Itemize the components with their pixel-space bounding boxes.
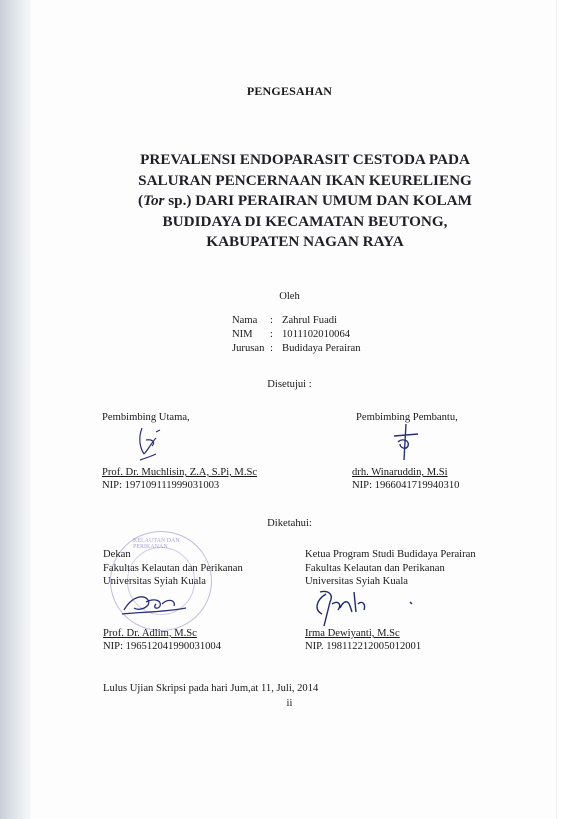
title-line-4: BUDIDAYA DI KECAMATAN BEUTONG, <box>162 212 448 230</box>
title-line-3 <box>80 191 530 212</box>
program-head-faculty: Fakultas Kelautan dan Perikanan <box>305 563 445 574</box>
author-value: Zahrul Fuadi <box>282 315 338 326</box>
dean-nip: NIP: 196512041990031004 <box>103 641 222 652</box>
title-line-3-rest: sp.) DARI PERAIRAN UMUM DAN KOLAM <box>164 192 472 209</box>
author-colon: : <box>270 329 273 340</box>
disetujui-label: Disetujui : <box>267 379 312 390</box>
title-line-1: PREVALENSI ENDOPARASIT CESTODA PADA <box>140 151 470 168</box>
dean-role: Dekan <box>103 549 131 560</box>
page-heading: PENGESAHAN <box>246 84 333 98</box>
title-species-italic: Tor <box>143 192 165 209</box>
assistant-supervisor-nip: NIP: 196604171994031​0 <box>352 480 460 491</box>
program-head-university: Universitas Syiah Kuala <box>305 576 408 587</box>
author-colon: : <box>270 343 273 354</box>
title-line-5: KABUPATEN NAGAN RAYA <box>206 233 404 250</box>
main-supervisor-role: Pembimbing Utama, <box>102 412 190 423</box>
author-label: Jurusan <box>232 343 265 354</box>
assistant-supervisor-role: Pembimbing Pembantu, <box>356 412 458 423</box>
faculty-stamp-text: KELAUTAN DAN PERIKANAN <box>133 538 180 550</box>
title-line-2: SALURAN PENCERNAAN IKAN KEURELIENG <box>138 171 472 189</box>
author-colon: : <box>270 315 273 326</box>
author-label: NIM <box>232 329 253 340</box>
title-paren: ( <box>138 192 144 209</box>
program-head-name: Irma Dewiyanti, M.Sc <box>305 628 400 639</box>
dean-name: Prof. Dr. Adlim, M.Sc <box>103 628 197 639</box>
dean-university: Universitas Syiah Kuala <box>103 576 206 587</box>
main-supervisor-nip: NIP: 197109111999031003 <box>102 480 220 491</box>
assistant-supervisor-signature <box>388 422 424 462</box>
author-value: Budidaya Perairan <box>282 343 361 354</box>
main-supervisor-signature <box>132 420 172 462</box>
dean-faculty: Fakultas Kelautan dan Perikanan <box>103 563 243 574</box>
author-label: Nama <box>232 315 258 326</box>
thesis-title <box>80 150 530 253</box>
author-value: 1011102010064 <box>282 329 351 340</box>
oleh-label: Oleh <box>279 291 300 302</box>
author-row-nim <box>232 328 350 341</box>
page-number: ii <box>286 698 293 709</box>
assistant-supervisor-name: drh. Winaruddin, M.Si <box>352 467 448 478</box>
program-head-role: Ketua Program Studi Budidaya Perairan <box>305 549 476 560</box>
exam-note: Lulus Ujian Skripsi pada hari Jum,at 11, Juli, 2014 <box>103 683 319 694</box>
diketahui-label: Diketahui: <box>267 518 312 529</box>
dean-signature <box>118 590 190 618</box>
program-head-signature <box>306 586 426 630</box>
main-supervisor-name: Prof. Dr. Muchlisin, Z.A, S.Pi, M.Sc <box>102 467 258 478</box>
author-row-name <box>232 314 337 327</box>
program-head-nip: NIP. 198112212005012001 <box>305 641 422 652</box>
author-row-jurusan <box>232 342 361 355</box>
